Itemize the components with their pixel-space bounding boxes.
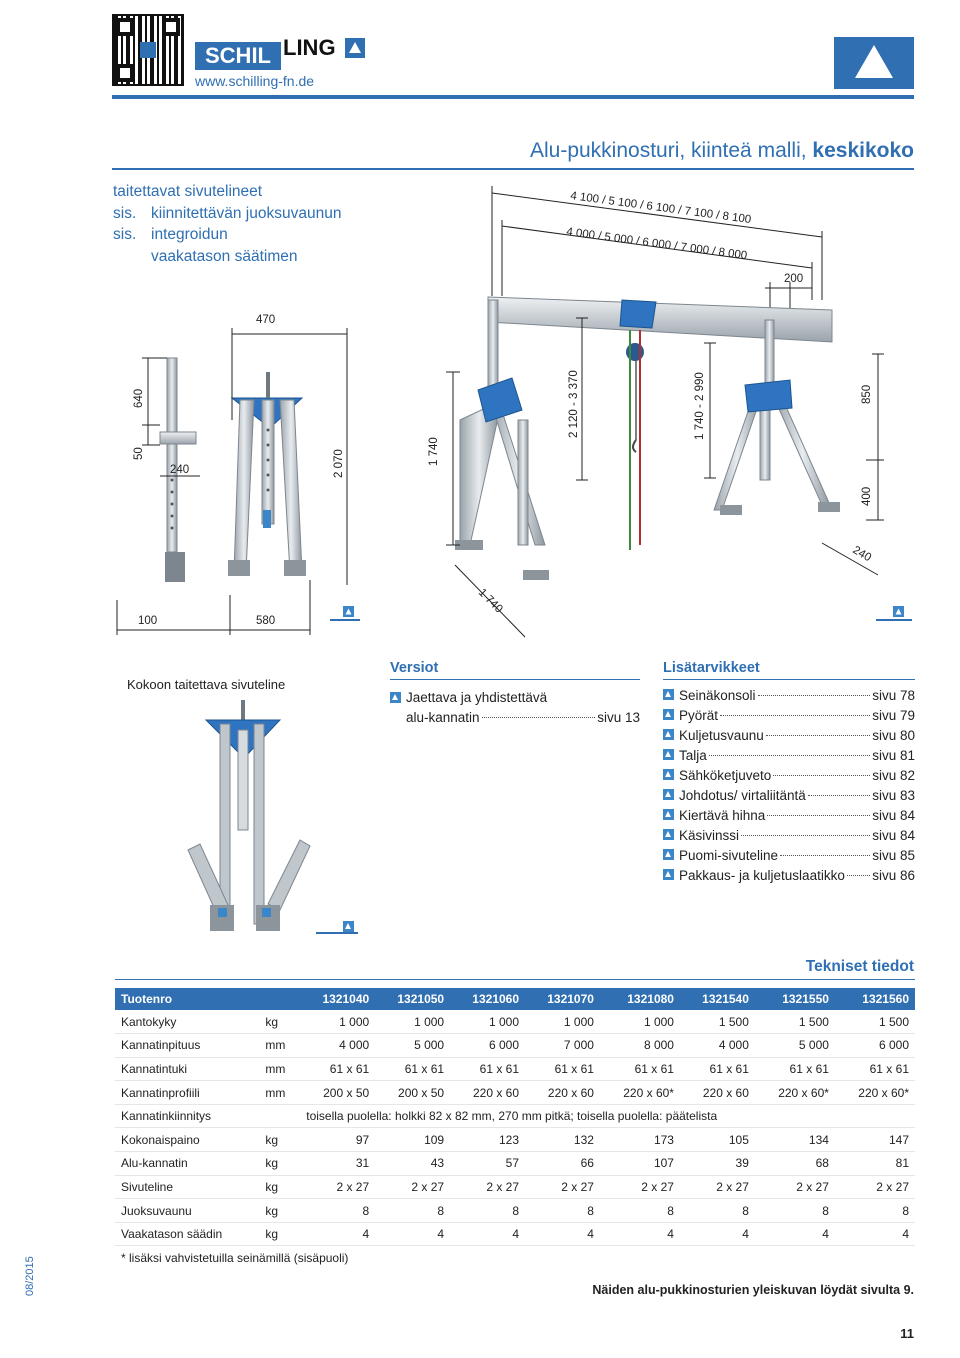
spec-value: 61 x 61 bbox=[835, 1057, 915, 1081]
leader-dots bbox=[709, 755, 870, 756]
accessories-list bbox=[663, 688, 915, 888]
accessory-label: Käsivinssi bbox=[679, 828, 740, 843]
table-row bbox=[115, 1081, 915, 1105]
accessory-item[interactable] bbox=[663, 748, 915, 768]
accessories-heading: Lisätarvikkeet bbox=[663, 660, 915, 680]
folded-stand-image bbox=[180, 700, 330, 940]
spec-value: 1 000 bbox=[450, 1010, 525, 1034]
spec-value: 1 000 bbox=[525, 1010, 600, 1034]
overview-note: Näiden alu-pukkinosturien yleiskuvan löydät sivulta 9. bbox=[592, 1283, 914, 1297]
gantry-diagram bbox=[0, 170, 960, 640]
leader-dots bbox=[808, 795, 870, 796]
spec-value: 61 x 61 bbox=[680, 1057, 755, 1081]
accessory-page[interactable]: sivu 86 bbox=[872, 868, 915, 883]
spec-value: 1 500 bbox=[755, 1010, 835, 1034]
spec-value: 66 bbox=[525, 1152, 600, 1176]
dim-580: 580 bbox=[256, 615, 276, 627]
brand-triangle-icon bbox=[345, 38, 365, 58]
spec-value: 6 000 bbox=[450, 1034, 525, 1058]
spec-value: 107 bbox=[600, 1152, 680, 1176]
spec-name: Sivuteline bbox=[115, 1175, 259, 1199]
triangle-bullet-icon bbox=[663, 749, 674, 760]
accessory-label: Puomi-sivuteline bbox=[679, 848, 779, 863]
spec-value: 8 bbox=[835, 1199, 915, 1223]
spec-value: 134 bbox=[755, 1128, 835, 1152]
dim-2070: 2 070 bbox=[333, 449, 345, 478]
spec-unit: kg bbox=[259, 1199, 300, 1223]
spec-value: 2 x 27 bbox=[835, 1175, 915, 1199]
title-bold: keskikoko bbox=[812, 139, 914, 162]
spec-unit: mm bbox=[259, 1057, 300, 1081]
spec-value: 2 x 27 bbox=[525, 1175, 600, 1199]
spec-value: 123 bbox=[450, 1128, 525, 1152]
triangle-bullet-icon bbox=[663, 809, 674, 820]
specs-table bbox=[115, 988, 915, 1246]
accessory-label: Seinäkonsoli bbox=[679, 688, 756, 703]
spec-value: 61 x 61 bbox=[450, 1057, 525, 1081]
dim-640: 640 bbox=[133, 388, 145, 408]
warning-triangle-icon bbox=[834, 37, 914, 89]
spec-value: 39 bbox=[680, 1152, 755, 1176]
spec-value: 4 bbox=[375, 1222, 450, 1246]
spec-value: 7 000 bbox=[525, 1034, 600, 1058]
title-main: Alu-pukkinosturi, kiinteä malli, bbox=[529, 139, 813, 162]
spec-value: 8 bbox=[680, 1199, 755, 1223]
accessory-page[interactable]: sivu 85 bbox=[872, 848, 915, 863]
spec-value: 61 x 61 bbox=[755, 1057, 835, 1081]
spec-value: 8 bbox=[375, 1199, 450, 1223]
table-row bbox=[115, 1199, 915, 1223]
product-number: 1321540 bbox=[680, 988, 755, 1010]
spec-value: 132 bbox=[525, 1128, 600, 1152]
spec-value: 61 x 61 bbox=[525, 1057, 600, 1081]
spec-value: 2 x 27 bbox=[755, 1175, 835, 1199]
spec-value: 109 bbox=[375, 1128, 450, 1152]
table-row bbox=[115, 1128, 915, 1152]
spec-value: 1 000 bbox=[600, 1010, 680, 1034]
product-number: 1321560 bbox=[835, 988, 915, 1010]
spec-value: 1 000 bbox=[375, 1010, 450, 1034]
dim-200: 200 bbox=[784, 273, 804, 285]
dim-1740a: 1 740 bbox=[428, 437, 440, 466]
spec-value: 2 x 27 bbox=[680, 1175, 755, 1199]
spec-name: Kantokyky bbox=[115, 1010, 259, 1034]
versions-heading: Versiot bbox=[390, 660, 640, 680]
triangle-bullet-icon bbox=[343, 921, 354, 932]
product-number: 1321050 bbox=[375, 988, 450, 1010]
version-label-1: Jaettava ja yhdistettävä bbox=[406, 690, 548, 705]
accessory-item[interactable] bbox=[663, 808, 915, 828]
spec-value: 1 000 bbox=[300, 1010, 375, 1034]
leader-dots bbox=[720, 715, 870, 716]
leader-dots bbox=[758, 695, 871, 696]
dim-240b: 240 bbox=[850, 544, 874, 565]
feature-line-3: integroidun bbox=[151, 226, 228, 243]
accessory-item[interactable] bbox=[663, 788, 915, 808]
qr-code bbox=[112, 14, 184, 86]
accessory-item[interactable] bbox=[663, 868, 915, 888]
accessory-page[interactable]: sivu 82 bbox=[872, 768, 915, 783]
dim-span-inner: 4 000 / 5 000 / 6 000 / 7 000 / 8 000 bbox=[565, 226, 748, 263]
feature-line-4: vaakatason säätimen bbox=[151, 247, 298, 265]
accessory-label: Pyörät bbox=[679, 708, 719, 723]
accessories-section bbox=[663, 660, 915, 888]
dim-400: 400 bbox=[861, 486, 873, 506]
specs-footnote: * lisäksi vahvistetuilla seinämillä (sisäpuoli) bbox=[121, 1251, 349, 1265]
triangle-bullet-icon bbox=[663, 829, 674, 840]
spec-value: 4 bbox=[835, 1222, 915, 1246]
spec-value: 61 x 61 bbox=[375, 1057, 450, 1081]
feature-line-2: kiinnitettävän juoksuvaunun bbox=[151, 204, 342, 222]
spec-unit: kg bbox=[259, 1128, 300, 1152]
triangle-bullet-icon bbox=[663, 689, 674, 700]
spec-value: 220 x 60* bbox=[600, 1081, 680, 1105]
accessory-label: Talja bbox=[679, 748, 707, 763]
spec-unit: mm bbox=[259, 1034, 300, 1058]
specs-heading: Tekniset tiedot bbox=[805, 958, 914, 975]
accessory-label: Kiertävä hihna bbox=[679, 808, 766, 823]
leader-dots bbox=[741, 835, 870, 836]
accessory-page[interactable]: sivu 78 bbox=[872, 688, 915, 703]
spec-value: 2 x 27 bbox=[450, 1175, 525, 1199]
spec-value: 6 000 bbox=[835, 1034, 915, 1058]
spec-unit: kg bbox=[259, 1222, 300, 1246]
version-page[interactable]: sivu 13 bbox=[597, 710, 640, 725]
accessory-item[interactable] bbox=[663, 708, 915, 728]
spec-value: 4 000 bbox=[300, 1034, 375, 1058]
spec-value: 57 bbox=[450, 1152, 525, 1176]
accessory-label: Johdotus/ virtaliitäntä bbox=[679, 788, 806, 803]
spec-value: 8 bbox=[300, 1199, 375, 1223]
spec-value: 8 000 bbox=[600, 1034, 680, 1058]
table-row bbox=[115, 1034, 915, 1058]
triangle-bullet-icon bbox=[663, 869, 674, 880]
website-url: www.schilling-fn.de bbox=[195, 73, 315, 89]
accessory-item[interactable] bbox=[663, 768, 915, 788]
spec-value: 220 x 60* bbox=[755, 1081, 835, 1105]
header-rule bbox=[112, 95, 914, 99]
version-item[interactable] bbox=[390, 688, 640, 728]
spec-value: 220 x 60 bbox=[680, 1081, 755, 1105]
spec-value: 8 bbox=[450, 1199, 525, 1223]
table-row bbox=[115, 1222, 915, 1246]
feature-prefix-3: sis. bbox=[113, 226, 137, 243]
dim-1740c: 1 740 bbox=[475, 586, 505, 616]
leader-dots bbox=[780, 855, 870, 856]
feature-prefix-2: sis. bbox=[113, 204, 137, 222]
spec-value: 4 bbox=[300, 1222, 375, 1246]
table-row bbox=[115, 1175, 915, 1199]
dim-2120: 2 120 - 3 370 bbox=[568, 370, 580, 438]
triangle-bullet-icon bbox=[663, 789, 674, 800]
spec-value: 220 x 60 bbox=[525, 1081, 600, 1105]
product-number: 1321550 bbox=[755, 988, 835, 1010]
leader-dots bbox=[767, 815, 870, 816]
spec-name: Alu-kannatin bbox=[115, 1152, 259, 1176]
spec-unit: kg bbox=[259, 1175, 300, 1199]
accessory-page[interactable]: sivu 84 bbox=[872, 828, 915, 843]
spec-name: Kannatinprofiili bbox=[115, 1081, 259, 1105]
dim-1740b: 1 740 - 2 990 bbox=[694, 372, 706, 440]
accessory-page[interactable]: sivu 81 bbox=[872, 748, 915, 763]
spec-unit: kg bbox=[259, 1010, 300, 1034]
accessory-page[interactable]: sivu 80 bbox=[872, 728, 915, 743]
triangle-bullet-icon bbox=[663, 709, 674, 720]
spec-value: 4 bbox=[450, 1222, 525, 1246]
accessory-item[interactable] bbox=[663, 728, 915, 748]
spec-name: Kokonaispaino bbox=[115, 1128, 259, 1152]
accessory-page[interactable]: sivu 84 bbox=[872, 808, 915, 823]
spec-value: 97 bbox=[300, 1128, 375, 1152]
page-number: 11 bbox=[900, 1326, 914, 1341]
product-number: 1321040 bbox=[300, 988, 375, 1010]
spec-name: Kannatintuki bbox=[115, 1057, 259, 1081]
spec-value: 8 bbox=[600, 1199, 680, 1223]
accessory-label: Sähköketjuveto bbox=[679, 768, 772, 783]
spec-value: 105 bbox=[680, 1128, 755, 1152]
dim-850: 850 bbox=[861, 384, 873, 404]
triangle-bullet-icon bbox=[663, 729, 674, 740]
accessory-page[interactable]: sivu 79 bbox=[872, 708, 915, 723]
dim-50: 50 bbox=[133, 447, 145, 460]
spec-value: 2 x 27 bbox=[300, 1175, 375, 1199]
spec-span-value: toisella puolella: holkki 82 x 82 mm, 270 mm pitkä; toisella puolella: päätelista bbox=[300, 1104, 915, 1128]
spec-value: 61 x 61 bbox=[300, 1057, 375, 1081]
specs-header-label: Tuotenro bbox=[115, 988, 300, 1010]
specs-header-row bbox=[115, 988, 915, 1010]
spec-value: 1 500 bbox=[680, 1010, 755, 1034]
accessory-item[interactable] bbox=[663, 828, 915, 848]
feature-line-1: taitettavat sivutelineet bbox=[113, 183, 263, 200]
spec-name: Kannatinkiinnitys bbox=[115, 1104, 259, 1128]
spec-value: 4 bbox=[600, 1222, 680, 1246]
leader-dots bbox=[773, 775, 870, 776]
spec-name: Juoksuvaunu bbox=[115, 1199, 259, 1223]
spec-value: 2 x 27 bbox=[600, 1175, 680, 1199]
accessory-page[interactable]: sivu 83 bbox=[872, 788, 915, 803]
dim-100: 100 bbox=[138, 615, 158, 627]
spec-unit bbox=[259, 1104, 300, 1128]
versions-section bbox=[390, 660, 640, 728]
triangle-bullet-icon bbox=[663, 769, 674, 780]
leader-dots bbox=[482, 717, 596, 718]
brand-left: SCHIL bbox=[195, 42, 281, 70]
specs-heading-rule bbox=[115, 979, 915, 980]
dim-span-outer: 4 100 / 5 100 / 6 100 / 7 100 / 8 100 bbox=[569, 190, 752, 227]
folded-marker-rule bbox=[316, 932, 358, 934]
spec-value: 5 000 bbox=[375, 1034, 450, 1058]
spec-value: 4 bbox=[680, 1222, 755, 1246]
spec-value: 220 x 60* bbox=[835, 1081, 915, 1105]
spec-value: 5 000 bbox=[755, 1034, 835, 1058]
spec-value: 8 bbox=[755, 1199, 835, 1223]
accessory-label: Kuljetusvaunu bbox=[679, 728, 764, 743]
spec-value: 61 x 61 bbox=[600, 1057, 680, 1081]
accessory-label: Pakkaus- ja kuljetuslaatikko bbox=[679, 868, 845, 883]
date-stamp: 08/2015 bbox=[24, 1256, 36, 1296]
table-row bbox=[115, 1104, 915, 1128]
brand-right: LING bbox=[283, 35, 336, 60]
dim-470: 470 bbox=[256, 314, 276, 326]
page-title bbox=[530, 139, 914, 163]
spec-value: 200 x 50 bbox=[300, 1081, 375, 1105]
accessory-item[interactable] bbox=[663, 688, 915, 708]
spec-value: 173 bbox=[600, 1128, 680, 1152]
spec-value: 4 bbox=[525, 1222, 600, 1246]
spec-value: 8 bbox=[525, 1199, 600, 1223]
table-row bbox=[115, 1057, 915, 1081]
spec-value: 68 bbox=[755, 1152, 835, 1176]
product-number: 1321060 bbox=[450, 988, 525, 1010]
accessory-item[interactable] bbox=[663, 848, 915, 868]
spec-value: 147 bbox=[835, 1128, 915, 1152]
leader-dots bbox=[847, 875, 870, 876]
spec-name: Vaakatason säädin bbox=[115, 1222, 259, 1246]
spec-unit: kg bbox=[259, 1152, 300, 1176]
spec-value: 31 bbox=[300, 1152, 375, 1176]
version-label-2: alu-kannatin bbox=[406, 710, 480, 725]
spec-value: 1 500 bbox=[835, 1010, 915, 1034]
spec-value: 4 bbox=[755, 1222, 835, 1246]
spec-value: 81 bbox=[835, 1152, 915, 1176]
spec-value: 220 x 60 bbox=[450, 1081, 525, 1105]
spec-value: 2 x 27 bbox=[375, 1175, 450, 1199]
spec-unit: mm bbox=[259, 1081, 300, 1105]
product-number: 1321080 bbox=[600, 988, 680, 1010]
triangle-bullet-icon bbox=[390, 692, 401, 703]
spec-value: 200 x 50 bbox=[375, 1081, 450, 1105]
folded-caption: Kokoon taitettava sivuteline bbox=[127, 677, 286, 692]
triangle-bullet-icon bbox=[663, 849, 674, 860]
brand-logo bbox=[195, 34, 373, 70]
product-number: 1321070 bbox=[525, 988, 600, 1010]
spec-name: Kannatinpituus bbox=[115, 1034, 259, 1058]
spec-value: 4 000 bbox=[680, 1034, 755, 1058]
table-row bbox=[115, 1152, 915, 1176]
leader-dots bbox=[766, 735, 870, 736]
table-row bbox=[115, 1010, 915, 1034]
dim-240a: 240 bbox=[170, 464, 190, 476]
spec-value: 43 bbox=[375, 1152, 450, 1176]
